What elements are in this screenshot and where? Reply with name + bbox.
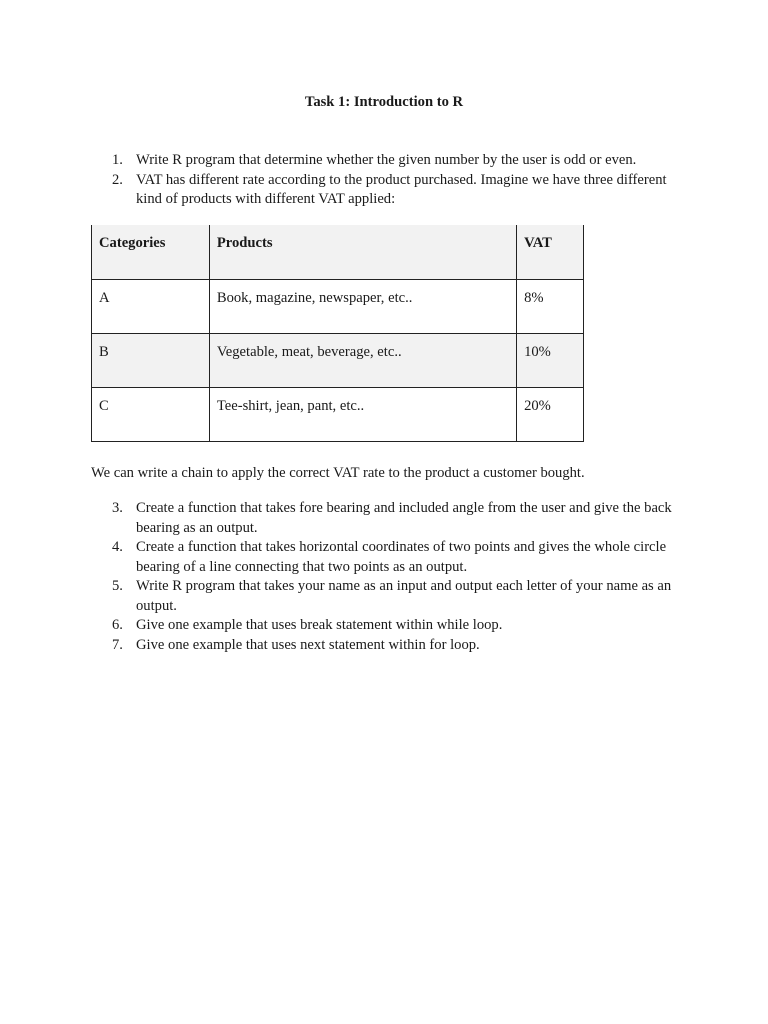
- list-item-text: Give one example that uses break statement within while loop.: [136, 617, 503, 633]
- list-item-number: 6.: [112, 617, 123, 633]
- list-item: [96, 171, 686, 210]
- vat-table: [91, 225, 584, 442]
- cell-products: Tee-shirt, jean, pant, etc..: [209, 387, 516, 441]
- list-item-number: 1.: [112, 152, 123, 168]
- list-item-text: Write R program that takes your name as an input and output each letter of your name as an output.: [136, 578, 672, 614]
- list-item-number: 7.: [112, 636, 123, 653]
- cell-vat: 8%: [517, 279, 584, 333]
- list-item-number: 5.: [112, 578, 123, 594]
- cell-category: B: [92, 333, 210, 387]
- document-title: Task 1: Introduction to R: [304, 94, 464, 110]
- table-row: [92, 279, 584, 333]
- header-vat: VAT: [517, 225, 584, 279]
- header-categories: Categories: [92, 225, 210, 279]
- list-item-text: Create a function that takes horizontal coordinates of two points and gives the whole circle bearing of a line connecting that two points as an output.: [136, 539, 667, 575]
- list-item: [96, 577, 686, 616]
- cell-products: Book, magazine, newspaper, etc..: [209, 279, 516, 333]
- list-item: [96, 616, 686, 636]
- cell-category: A: [92, 279, 210, 333]
- paragraph: We can write a chain to apply the correct VAT rate to the product a customer bought.: [91, 465, 585, 481]
- list-item-number: 3.: [112, 500, 123, 516]
- list-item: [96, 538, 686, 577]
- list-item: [96, 636, 686, 656]
- list-item-text: Write R program that determine whether the given number by the user is odd or even.: [136, 152, 637, 168]
- list-item-number: 2.: [112, 171, 123, 188]
- cell-vat: 10%: [517, 333, 584, 387]
- task-list-top: [96, 151, 686, 210]
- table-row: [92, 333, 584, 387]
- list-item-text: VAT has different rate according to the product purchased. Imagine we have three different kind of products with different VAT applied:: [136, 171, 667, 207]
- table-row: [92, 387, 584, 441]
- list-item-text: Give one example that uses next statement within for loop.: [136, 636, 480, 653]
- list-item: [96, 151, 686, 171]
- list-item: [96, 499, 686, 538]
- list-item-number: 4.: [112, 539, 123, 555]
- cell-products: Vegetable, meat, beverage, etc..: [209, 333, 516, 387]
- cell-vat: 20%: [517, 387, 584, 441]
- task-list-bottom: [96, 499, 686, 655]
- table-header-row: [92, 225, 584, 279]
- list-item-text: Create a function that takes fore bearing and included angle from the user and give the back bearing as an output.: [136, 500, 672, 536]
- header-products: Products: [209, 225, 516, 279]
- cell-category: C: [92, 387, 210, 441]
